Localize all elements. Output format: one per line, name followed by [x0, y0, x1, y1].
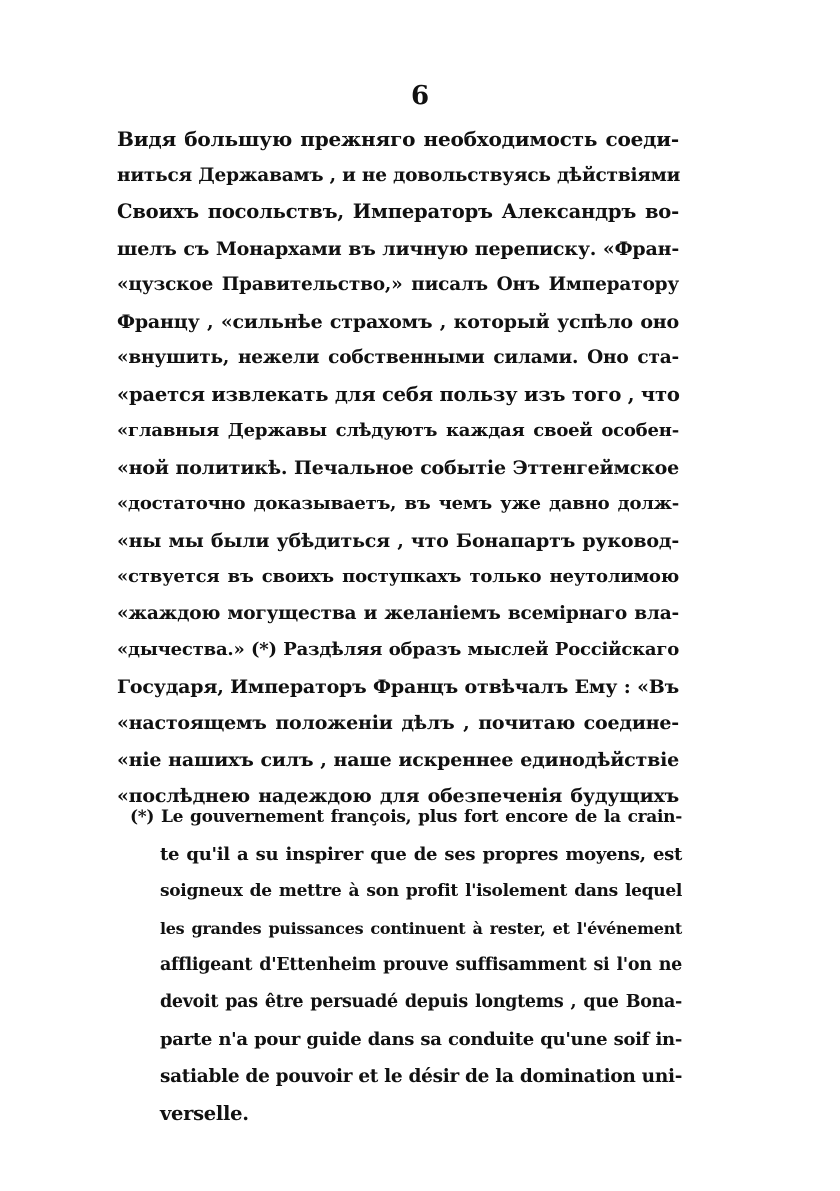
- text-line: «ны мы были убѣдиться , что Бонапартъ руковод-: [117, 529, 679, 552]
- text-line: «достаточно доказываетъ, въ чемъ уже давно долж-: [117, 493, 679, 514]
- body-text: [117, 121, 679, 815]
- text-line: «главныя Державы слѣдуютъ каждая своей особен-: [117, 420, 679, 441]
- footnote: [130, 799, 682, 1132]
- text-line: «настоящемъ положеніи дѣлъ , почитаю соедине-: [117, 712, 679, 734]
- text-line: «внушить, нежели собственными силами. Оно ста-: [117, 347, 679, 368]
- footnote-line: verselle.: [160, 1102, 249, 1125]
- text-line: «цузское Правительство,» писалъ Онъ Императору: [117, 274, 679, 295]
- footnote-line: satiable de pouvoir et le désir de la domination uni-: [160, 1066, 683, 1087]
- footnote-line: soigneux de mettre à son profit l'isolement dans lequel: [160, 881, 682, 901]
- footnote-line: affligeant d'Ettenheim prouve suffisamment si l'on ne: [160, 955, 682, 975]
- text-line: «ной политикѣ. Печальное событіе Эттенгеймское: [117, 456, 679, 479]
- text-line: Своихъ посольствъ, Императоръ Александръ во-: [117, 200, 679, 223]
- text-line: «ствуется въ своихъ поступкахъ только неутолимою: [117, 566, 679, 587]
- text-line: «жаждою могущества и желаніемъ всемірнаго вла-: [117, 602, 679, 624]
- text-line: ниться Державамъ , и не довольствуясь дѣйствіями: [117, 164, 681, 186]
- text-line: Францу , «сильнѣе страхомъ , который успѣло оно: [117, 310, 679, 333]
- text-line: Видя большую прежняго необходимость соеди-: [117, 127, 679, 151]
- text-line: Государя, Императоръ Францъ отвѣчалъ Ему : «Въ: [117, 675, 679, 698]
- footnote-line: (*) Le gouvernement françois, plus fort encore de la crain-: [130, 807, 682, 827]
- footnote-line: parte n'a pour guide dans sa conduite qu'une soif in-: [160, 1029, 682, 1050]
- text-line: шелъ съ Монархами въ личную переписку. «Фран-: [117, 237, 679, 260]
- footnote-line: devoit pas être persuadé depuis longtems , que Bona-: [160, 992, 682, 1012]
- page-number: 6: [410, 81, 430, 111]
- footnote-line: les grandes puissances continuent à rester, et l'événement: [160, 919, 682, 938]
- footnote-line: te qu'il a su inspirer que de ses propres moyens, est: [160, 844, 682, 865]
- text-line: «ніе нашихъ силъ , наше искреннее единодѣйствіе: [117, 748, 679, 771]
- text-line: «дычества.» (*) Раздѣляя образъ мыслей Россійскаго: [117, 639, 679, 660]
- text-line: «послѣднею надеждою для обезпеченія будущихъ: [117, 785, 679, 807]
- text-line: «рается извлекать для себя пользу изъ того , что: [117, 382, 680, 406]
